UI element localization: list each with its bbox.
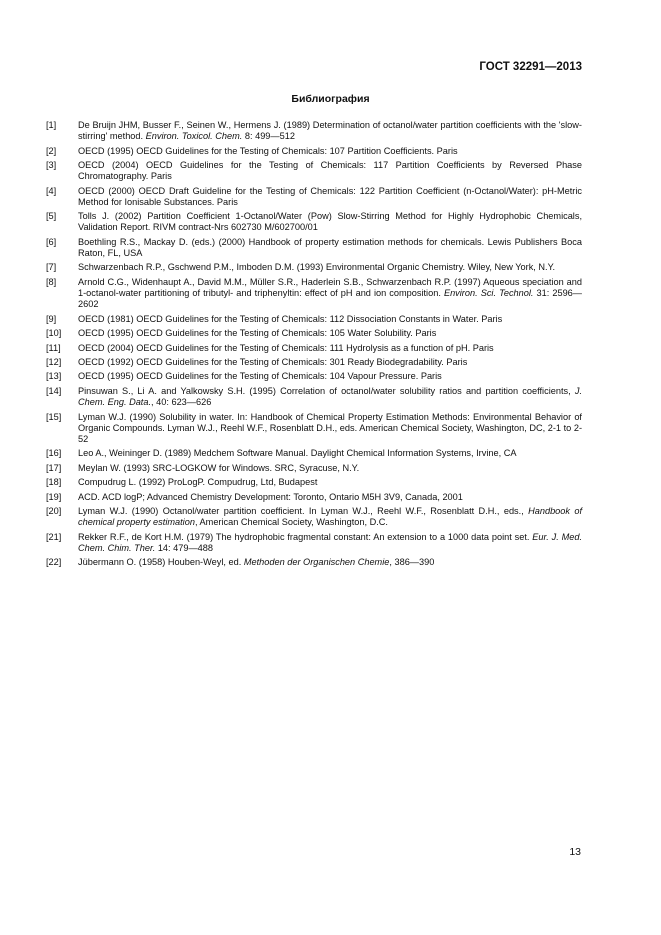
reference-entry — [46, 343, 582, 354]
reference-text-part: , 40: 623—626 — [151, 397, 212, 408]
reference-text-part: De Bruijn JHM, Busser F., Seinen W., Hermens J. (1989) Determination of octanol/water partition coefficients with the 'slow-stirring' method. — [78, 120, 582, 142]
reference-number: [7] — [46, 262, 57, 273]
reference-text-part: 31: 2596—2602 — [78, 287, 582, 310]
reference-source-italic: Environ. Sci. Technol. — [443, 287, 534, 298]
reference-text — [78, 492, 582, 503]
reference-entry — [46, 448, 582, 459]
reference-text-part: Jübermann O. (1958) Houben-Weyl, ed. — [78, 557, 244, 568]
reference-number: [14] — [46, 385, 62, 396]
reference-number: [18] — [46, 477, 62, 488]
reference-number: [6] — [46, 236, 57, 247]
reference-entry — [46, 277, 582, 310]
reference-number: [9] — [46, 313, 57, 324]
reference-text — [78, 371, 582, 382]
reference-text-part: OECD (1995) OECD Guidelines for the Testing of Chemicals: 104 Vapour Pressure. Paris — [78, 371, 442, 382]
reference-text — [78, 412, 582, 445]
reference-entry — [46, 146, 582, 157]
reference-text — [78, 314, 582, 325]
reference-text — [78, 160, 582, 182]
reference-text — [78, 328, 582, 339]
reference-entry — [46, 120, 582, 142]
reference-text-part: , American Chemical Society, Washington, D.C. — [194, 517, 388, 528]
reference-text — [78, 211, 582, 233]
reference-number: [2] — [46, 145, 57, 156]
reference-text-part: OECD (2000) OECD Draft Guideline for the Testing of Chemicals: 122 Partition Coefficient (n-Octanol/Water): pH-Metric Method for Ionisable Substances. Paris — [78, 185, 582, 207]
reference-number: [5] — [46, 211, 57, 222]
reference-number: [22] — [46, 557, 62, 568]
reference-text-part: Compudrug L. (1992) ProLogP. Compudrug, Ltd, Budapest — [78, 477, 318, 488]
reference-number: [1] — [46, 120, 57, 130]
reference-text-part: Schwarzenbach R.P., Gschwend P.M., Imboden D.M. (1993) Environmental Organic Chemistry. Wiley, New York, N.Y. — [78, 262, 556, 273]
reference-entry — [46, 371, 582, 382]
reference-text — [78, 120, 582, 142]
reference-text-part: 14: 479—488 — [155, 542, 213, 553]
reference-entry — [46, 237, 582, 259]
reference-text-part: Tolls J. (2002) Partition Coefficient 1-Octanol/Water (Pow) Slow-Stirring Method for Highly Hydrophobic Chemicals, Validation Report. RIVM contract-Nrs 602730 M/602700/01 — [78, 211, 582, 233]
reference-number: [13] — [46, 371, 62, 382]
reference-entry — [46, 492, 582, 503]
reference-text-part: OECD (2004) OECD Guidelines for the Testing of Chemicals: 111 Hydrolysis as a function of pH. Paris — [78, 342, 494, 353]
reference-number: [3] — [46, 160, 57, 171]
reference-source-italic: Methoden der Organischen Chemie — [243, 557, 390, 568]
reference-text-part: OECD (1992) OECD Guidelines for the Testing of Chemicals: 301 Ready Biodegradability. Paris — [78, 356, 468, 367]
reference-number: [12] — [46, 356, 62, 367]
reference-text-part: Lyman W.J. (1990) Octanol/water partition coefficient. In Lyman W.J., Reehl W.F., Rosenblatt D.H., eds., — [78, 506, 529, 517]
reference-text — [78, 277, 582, 310]
bibliography-list — [46, 120, 582, 572]
reference-entry — [46, 328, 582, 339]
reference-entry — [46, 386, 582, 408]
reference-text-part: OECD (2004) OECD Guidelines for the Testing of Chemicals: 117 Partition Coefficients by Reversed Phase Chromatography. Paris — [78, 160, 582, 182]
reference-number: [8] — [46, 276, 57, 287]
reference-text-part: OECD (1995) OECD Guidelines for the Testing of Chemicals: 105 Water Solubility. Paris — [78, 328, 437, 339]
reference-text — [78, 357, 582, 368]
reference-number: [20] — [46, 506, 62, 517]
reference-text-part: , 386—390 — [389, 557, 435, 568]
reference-entry — [46, 412, 582, 445]
reference-entry — [46, 463, 582, 474]
reference-number: [16] — [46, 448, 62, 459]
reference-entry — [46, 211, 582, 233]
reference-text — [78, 463, 582, 474]
reference-number: [21] — [46, 531, 62, 542]
reference-text-part: Arnold C.G., Widenhaupt A., David M.M., Müller S.R., Haderlein S.B., Schwarzenbach R.P. (1997) Aqueous speciation and 1-octanol-water partitioning of tributyl- and triphenyltin: effect of pH and ion composition. — [78, 276, 582, 298]
reference-source-italic: J. Chem. Eng. Data. — [78, 385, 582, 408]
page-number: 13 — [569, 846, 581, 858]
reference-number: [11] — [46, 342, 61, 353]
reference-number: [17] — [46, 462, 62, 473]
reference-entry — [46, 532, 582, 554]
reference-text — [78, 386, 582, 408]
reference-text — [78, 186, 582, 208]
reference-text — [78, 146, 582, 157]
reference-entry — [46, 160, 582, 182]
reference-entry — [46, 557, 582, 568]
reference-entry — [46, 314, 582, 325]
reference-text — [78, 448, 582, 459]
reference-text — [78, 477, 582, 488]
reference-number: [19] — [46, 491, 62, 502]
reference-number: [4] — [46, 185, 57, 196]
reference-text-part: OECD (1981) OECD Guidelines for the Testing of Chemicals: 112 Dissociation Constants in Water. Paris — [78, 313, 503, 324]
reference-entry — [46, 506, 582, 528]
reference-entry — [46, 262, 582, 273]
reference-entry — [46, 477, 582, 488]
reference-text-part: Lyman W.J. (1990) Solubility in water. In: Handbook of Chemical Property Estimation Methods: Environmental Behavior of Organic Compounds. Lyman W.J., Reehl W.F., Rosenblatt D.H., eds. American Chemical Society, Washington, DC, 2-1 to 2-52 — [78, 411, 582, 444]
reference-source-italic: Environ. Toxicol. Chem. — [145, 131, 243, 142]
reference-text — [78, 506, 582, 528]
reference-text-part: Pinsuwan S., Li A. and Yalkowsky S.H. (1995) Correlation of octanol/water solubility ratios and partition coefficients, — [78, 385, 575, 396]
reference-source-italic: Handbook of chemical property estimation — [78, 506, 583, 528]
reference-text-part: Boethling R.S., Mackay D. (eds.) (2000) Handbook of property estimation methods for chemicals. Lewis Publishers Boca Raton, FL, USA — [78, 236, 582, 258]
reference-entry — [46, 357, 582, 368]
reference-source-italic: Eur. J. Med. Chem. Chim. Ther. — [78, 531, 583, 553]
reference-text-part: Rekker R.F., de Kort H.M. (1979) The hydrophobic fragmental constant: An extension to a 1000 data point set. — [78, 531, 533, 542]
reference-text — [78, 262, 582, 273]
reference-text-part: 8: 499—512 — [242, 131, 295, 142]
reference-number: [15] — [46, 411, 62, 422]
reference-text-part: Meylan W. (1993) SRC-LOGKOW for Windows. SRC, Syracuse, N.Y. — [78, 462, 360, 473]
reference-text — [78, 237, 582, 259]
reference-text — [78, 343, 582, 354]
document-header-standard: ГОСТ 32291—2013 — [479, 61, 582, 73]
reference-text — [78, 532, 582, 554]
reference-text-part: Leo A., Weininger D. (1989) Medchem Software Manual. Daylight Chemical Information Systems, Irvine, CA — [78, 448, 517, 459]
bibliography-title: Библиография — [291, 93, 370, 105]
reference-entry — [46, 186, 582, 208]
reference-text — [78, 557, 582, 568]
reference-number: [10] — [46, 328, 62, 339]
reference-text-part: OECD (1995) OECD Guidelines for the Testing of Chemicals: 107 Partition Coefficients. Paris — [78, 145, 458, 156]
reference-text-part: ACD. ACD logP; Advanced Chemistry Development: Toronto, Ontario M5H 3V9, Canada, 2001 — [78, 491, 463, 502]
